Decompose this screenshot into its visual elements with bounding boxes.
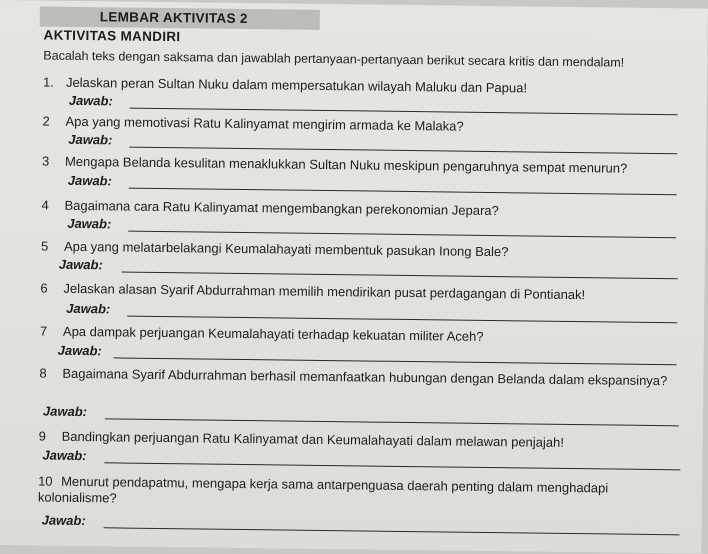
question-6	[40, 281, 688, 305]
question-text: Bagaimana Syarif Abdurrahman berhasil memanfaatkan hubungan dengan Belanda dalam ekspansinya?	[62, 365, 668, 389]
question-number: 9	[38, 428, 47, 444]
question-text: Apa yang melatarbelakangi Keumalahayati membentuk pasukan Inong Bale?	[63, 238, 509, 260]
worksheet-subtitle: AKTIVITAS MANDIRI	[43, 27, 181, 45]
answer-line-2[interactable]	[129, 147, 677, 155]
question-number: 2	[42, 113, 50, 129]
question-5	[41, 239, 689, 263]
answer-label: Jawab:	[68, 92, 113, 109]
answer-label: Jawab:	[67, 172, 112, 189]
instruction-text: Bacalah teks dengan saksama dan jawablah pertanyaan-pertanyaan berikut secara kritis dan mendalam!	[43, 48, 625, 70]
answer-line-8[interactable]	[105, 418, 679, 426]
answer-line-4[interactable]	[128, 231, 676, 239]
question-number: 7	[39, 323, 48, 339]
question-number: 8	[39, 365, 47, 381]
question-text: Menurut pendapatmu, mengapa kerja sama antarpenguasa daerah penting dalam menghadapi kolonialisme?	[37, 473, 609, 506]
worksheet-title: LEMBAR AKTIVITAS 2	[99, 9, 248, 27]
question-text: Apa dampak perjuangan Keumalahayati terhadap kekuatan militer Aceh?	[62, 323, 484, 344]
question-7	[40, 324, 688, 348]
question-number: 5	[40, 238, 49, 254]
question-8	[39, 366, 687, 390]
question-text: Jelaskan alasan Syarif Abdurrahman memilih mendirikan pusat perdagangan di Pontianak!	[63, 280, 586, 303]
question-text: Apa yang memotivasi Ratu Kalinyamat mengirim armada ke Malaka?	[65, 113, 464, 134]
answer-line-6[interactable]	[127, 316, 677, 324]
question-1	[43, 75, 691, 99]
question-number: 3	[41, 153, 50, 169]
question-text: Jelaskan peran Sultan Nuku dalam mempersatukan wilayah Maluku dan Papua!	[65, 74, 528, 96]
question-text: Bagaimana cara Ratu Kalinyamat mengembangkan perekonomian Jepara?	[64, 197, 499, 219]
answer-label: Jawab:	[66, 300, 111, 317]
answer-line-9[interactable]	[104, 462, 680, 470]
question-3	[42, 154, 690, 178]
question-10	[38, 474, 686, 514]
question-9	[39, 429, 687, 453]
answer-line-7[interactable]	[114, 357, 677, 365]
question-number: 6	[40, 280, 48, 296]
question-2	[42, 114, 690, 138]
answer-label: Jawab:	[68, 131, 113, 148]
question-number: 4	[41, 197, 49, 213]
answer-label: Jawab:	[42, 447, 87, 464]
answer-label: Jawab:	[67, 215, 112, 232]
answer-line-5[interactable]	[122, 272, 678, 280]
question-4	[41, 198, 689, 222]
answer-label: Jawab:	[42, 403, 88, 420]
answer-line-1[interactable]	[130, 108, 678, 116]
question-number: 10	[38, 473, 53, 489]
answer-line-10[interactable]	[104, 527, 680, 535]
answer-label: Jawab:	[58, 256, 103, 273]
question-text: Bandingkan perjuangan Ratu Kalinyamat dan Keumalahayati dalam melawan penjajah!	[61, 428, 565, 450]
answer-label: Jawab:	[41, 512, 86, 529]
answer-label: Jawab:	[57, 342, 102, 359]
question-text: Mengapa Belanda kesulitan menaklukkan Sultan Nuku meskipun pengaruhnya sempat menurun?	[64, 153, 628, 176]
question-number: 1.	[42, 74, 54, 90]
answer-line-3[interactable]	[129, 188, 677, 196]
